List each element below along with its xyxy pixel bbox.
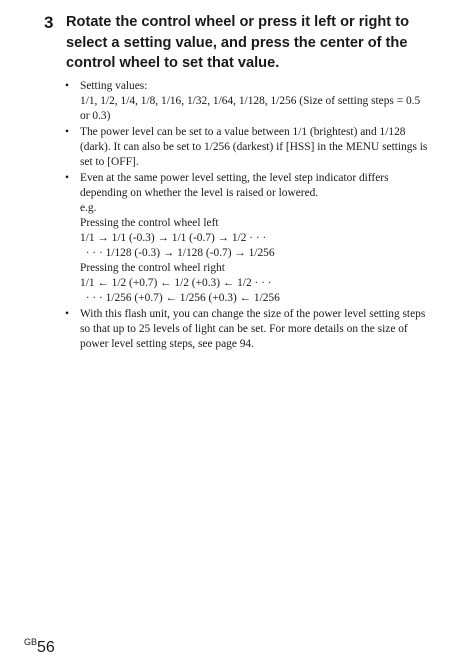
note-line: (dark). It can also be set to 1/256 (darkest) if [HSS] in the MENU settings is <box>80 140 428 153</box>
note-line: · · · 1/256 (+0.7) ← 1/256 (+0.3) ← 1/256 <box>80 291 280 304</box>
note-line: · · · 1/128 (-0.3) → 1/128 (-0.7) → 1/256 <box>80 246 275 259</box>
note-line: or 0.3) <box>80 109 111 122</box>
note-line: depending on whether the level is raised or lowered. <box>80 186 319 199</box>
note-step-indicator <box>65 171 444 306</box>
note-power-range <box>65 125 444 170</box>
note-setting-values <box>65 79 444 124</box>
notes-list <box>44 79 444 352</box>
note-line: e.g. <box>80 201 97 214</box>
note-step-size <box>65 307 444 352</box>
step-number: 3 <box>44 13 54 32</box>
note-line: Pressing the control wheel left <box>80 216 219 229</box>
page-number: 56 <box>37 639 55 656</box>
note-line: 1/1, 1/2, 1/4, 1/8, 1/16, 1/32, 1/64, 1/128, 1/256 (Size of setting steps = 0.5 <box>80 94 421 107</box>
note-line: Setting values: <box>80 79 148 92</box>
page-footer <box>24 637 55 657</box>
note-line: so that up to 25 levels of light can be set. For more details on the size of <box>80 322 408 335</box>
note-line: 1/1 ← 1/2 (+0.7) ← 1/2 (+0.3) ← 1/2 · · · <box>80 276 272 289</box>
bullet-icon: • <box>65 171 69 184</box>
step-heading: Rotate the control wheel or press it left or right to select a setting value, and press the center of the control wheel to set that value. <box>66 14 409 71</box>
step-block <box>44 12 444 353</box>
bullet-icon: • <box>65 79 69 92</box>
note-line: power level setting steps, see page 94. <box>80 337 254 350</box>
note-line: With this flash unit, you can change the size of the power level setting steps <box>80 307 426 320</box>
footer-language-code: GB <box>24 637 38 647</box>
note-line: Even at the same power level setting, the level step indicator differs <box>80 171 389 184</box>
bullet-icon: • <box>65 125 69 138</box>
note-line: The power level can be set to a value between 1/1 (brightest) and 1/128 <box>80 125 406 138</box>
note-line: Pressing the control wheel right <box>80 261 225 274</box>
note-line: 1/1 → 1/1 (-0.3) → 1/1 (-0.7) → 1/2 · · · <box>80 231 267 244</box>
note-line: set to [OFF]. <box>80 155 139 168</box>
bullet-icon: • <box>65 307 69 320</box>
